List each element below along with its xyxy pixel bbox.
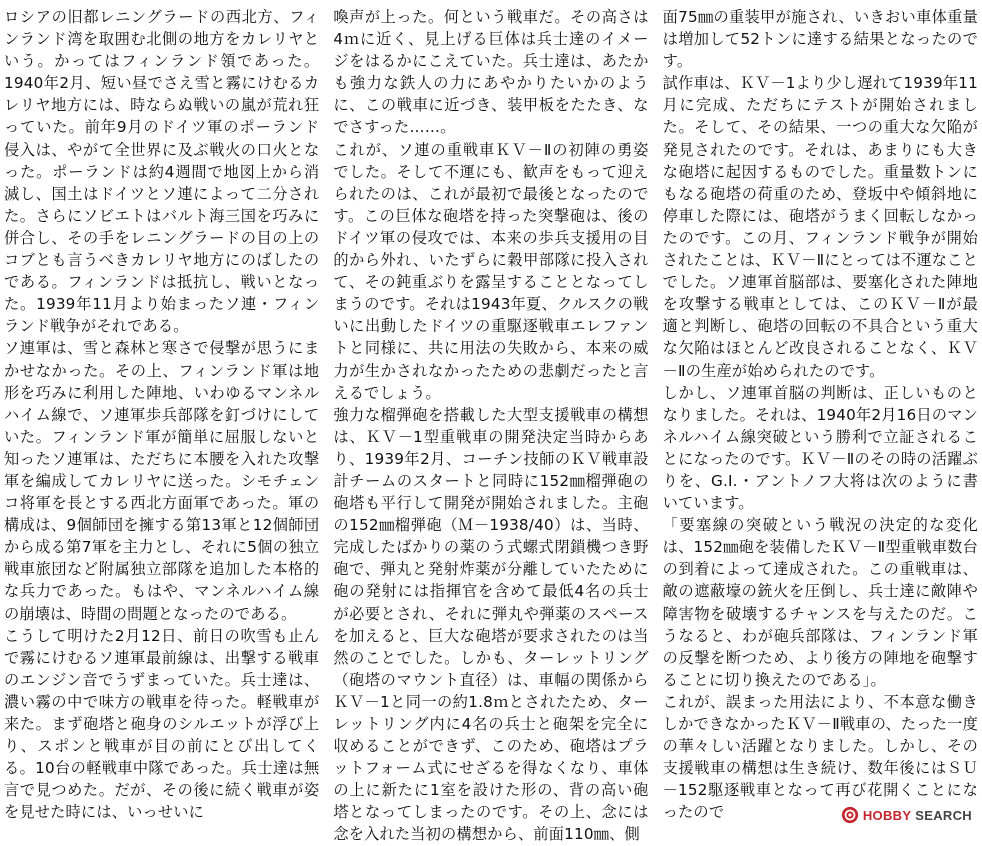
paragraph: これが、誤まった用法により、不本意な働きしかできなかったＫＶ－Ⅱ戦車の、たった一度の華々しい活躍となりました。しかし、その支援戦車の構想は生き続け、数年後にはＳＵ－152駆逐戦車となって再び花開くことになったので	[662, 692, 978, 822]
paragraph: しかし、ソ連軍首脳の判断は、正しいものとなりました。それは、1940年2月16日のマンネルハイム線突破という勝利で立証されることになったのです。ＫＶ－Ⅱのその時の活躍ぶりを、G.I.・アントノフ大将は次のように書いています。	[662, 383, 978, 513]
hobbysearch-logo-icon	[841, 806, 859, 824]
article-body	[4, 6, 978, 844]
text-column-1	[4, 6, 320, 822]
watermark-brand: HOBBY	[862, 807, 912, 823]
paragraph: 「要塞線の突破という戦況の決定的な変化は、152㎜砲を装備したＫＶ－Ⅱ型重戦車数台の到着によって達成された。この重戦車は、敵の遮蔽壕の銃火を圧倒し、兵士達に敵陣や障害物を破壊するチャンスを与えたのだ。こうなると、わが砲兵部隊は、フィンランド軍の反撃を断つため、より後方の陣地を砲撃することに切り換えたのである」。	[662, 516, 978, 689]
text-column-2	[333, 6, 649, 844]
paragraph: ソ連軍は、雪と森林と寒さで侵撃が思うにまかせなかった。その上、フィンランド軍は地形を巧みに利用した陣地、いわゆるマンネルハイム線で、ソ連軍歩兵部隊を釘づけにしていた。フィンランド軍が簡単に屈服しないと知ったソ連軍は、ただちに本腰を入れた攻撃軍を編成してカレリヤに送った。シモチェンコ将軍を長とする西北方面軍であった。軍の構成は、9個師団を擁する第13軍と12個師団から成る第7軍を主力とし、それに5個の独立戦車旅団など附属独立部隊を追加した本格的な兵力であった。もはや、マンネルハイム線の崩壊は、時間の問題となったのである。	[4, 339, 320, 623]
paragraph: こうして明けた2月12日、前日の吹雪も止んで霧にけむるソ連軍最前線は、出撃する戦車のエンジン音でうずまっていた。兵士達は、濃い霧の中で味方の戦車を待った。軽戦車が来た。まず砲塔と砲身のシルエットが浮び上り、スポンと戦車が目の前にとび出してくる。10台の軽戦車中隊であった。兵士達は無言で見つめた。だが、その後に続く戦車が姿を見せた時には、いっせいに	[4, 626, 320, 822]
paragraph: ロシアの旧都レニングラードの西北方、フィンランド湾を取囲む北側の地方をカレリヤという。かってはフィンランド領であった。1940年2月、短い昼でさえ雪と霧にけむるカレリヤ地方には、時ならぬ戦いの嵐が荒れ狂っていた。前年9月のドイツ軍のポーランド侵入は、やがて全世界に及ぶ戦火の口火となった。ポーランドは約4週間で地図上から消滅し、国土はドイツとソ連によって二分された。さらにソビエトはバルト海三国を巧みに併合し、その手をレニングラードの目の上のコブとも言うべきカレリヤ地方にのばしたのである。フィンランドは抵抗し、戦いとなった。1939年11月より始まったソ連・フィンランド戦争がそれである。	[4, 8, 320, 336]
watermark-suffix: SEARCH	[915, 807, 972, 823]
paragraph: 面75㎜の重装甲が施され、いきおい車体重量は増加して52トンに達する結果となったのです。	[662, 8, 978, 71]
paragraph: これが、ソ連の重戦車ＫＶ－Ⅱの初陣の勇姿でした。そして不運にも、歓声をもって迎えられたのは、これが最初で最後となったのです。この巨体な砲塔を持った突撃砲は、後のドイツ軍の侵攻では、本来の歩兵支援用の目的から外れ、いたずらに穀甲部隊に投入されて、その鈍重ぶりを露呈することとなってしまうのです。それは1943年夏、クルスクの戦いに出動したドイツの重駆逐戦車エレファントと同様に、共に用法の失敗から、本来の威力が生かされなかったための悲劇だったと言えるでしょう。	[333, 140, 649, 402]
paragraph: 試作車は、ＫＶ－1より少し遅れて1939年11月に完成、ただちにテストが開始されました。そして、その結果、一つの重大な欠陥が発見されたのです。それは、あまりにも大きな砲塔に起因するものでした。重量数トンにもなる砲塔の荷重のため、登坂中や傾斜地に停車した際には、砲塔がうまく回転しなかったのです。この月、フィンランド戦争が開始されたことは、ＫＶ－Ⅱにとっては不運なことでした。ソ連軍首脳部は、要塞化された陣地を攻撃する戦車としては、このＫＶ－Ⅱが最適と判断し、砲塔の回転の不具合という重大な欠陥はほとんど改良されることなく、ＫＶ－Ⅱの生産が始められたのです。	[662, 74, 978, 380]
paragraph: 喚声が上った。何という戦車だ。その高さは4ｍに近く、見上げる巨体は兵士達のイメージをはるかにこえていた。兵士達は、あたかも強力な鉄人の力にあやかりたいかのように、この戦車に近づき、装甲板をたたき、なでさすった……。	[333, 8, 649, 137]
text-column-3	[662, 6, 978, 822]
paragraph: 強力な榴弾砲を搭載した大型支援戦車の構想は、ＫＶ－1型重戦車の開発決定当時からあり、1939年2月、コーチン技師のＫＶ戦車設計チームのスタートと同時に152㎜榴弾砲の砲塔も平行して開発が開始されました。主砲の152㎜榴弾砲（Ｍ－1938/40）は、当時、完成したばかりの薬のう式螺式閉鎖機つき野砲で、弾丸と発射炸薬が分離していたために砲の発射には指揮官を含めて最低4名の兵士が必要とされ、それに弾丸や弾薬のスペースを加えると、巨大な砲塔が要求されたのは当然のことでした。しかも、ターレットリング（砲塔のマウント直径）は、車幅の関係からＫＶ－1と同一の約1.8ｍとされたため、ターレットリング内に4名の兵士と砲架を完全に収めることができず、このため、砲塔はプラットフォーム式にせざるを得なくなり、車体の上に新たに1室を設けた形の、背の高い砲塔となってしまったのです。その上、念には念を入れた当初の構想から、前面110㎜、側	[333, 405, 649, 844]
hobbysearch-watermark	[837, 804, 976, 826]
